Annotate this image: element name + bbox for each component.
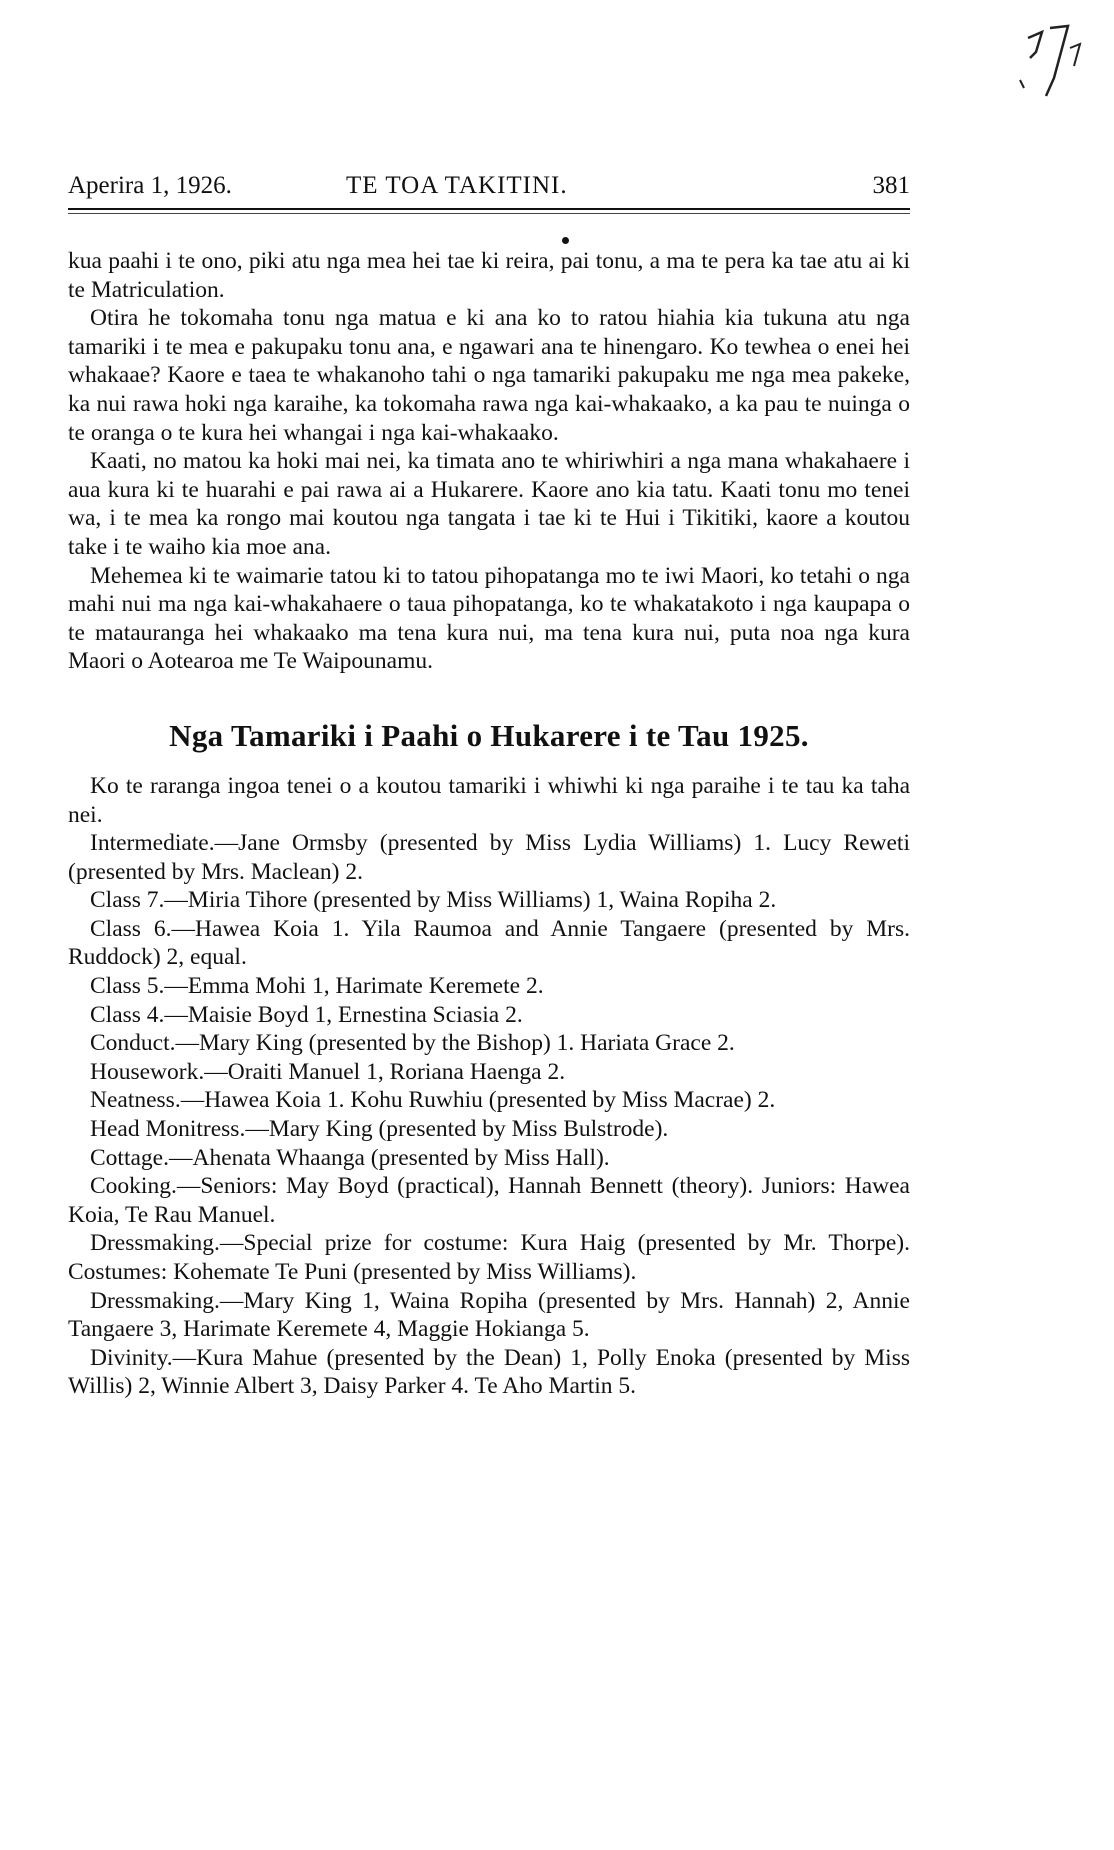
paragraph: Otira he tokomaha tonu nga matua e ki ana ko to ratou hiahia kia tukuna atu nga tamariki i te mea e pakupaku tonu ana, e ngawari ana te hinengaro. Ko tewhea o enei hei whakaae? Kaore e taea te whakanoho tahi o nga tamariki pakupaku me nga mea pakeke, ka nui rawa hoki nga karaihe, ka tokomaha rawa nga kai-whakaako, a ka pau te nuinga o te oranga o te kura hei whangai i nga kai-whakaako. bbox=[68, 305, 910, 446]
paragraph: kua paahi i te ono, piki atu nga mea hei tae ki reira, pai tonu, a ma te pera ka tae atu ai ki te Matriculation. bbox=[68, 248, 910, 303]
prize-entry: Class 6.—Hawea Koia 1. Yila Raumoa and Annie Tangaere (presented by Mrs. Ruddock) 2, equal. bbox=[68, 915, 910, 971]
header-rule bbox=[68, 208, 910, 210]
paragraph: Kaati, no matou ka hoki mai nei, ka timata ano te whiriwhiri a nga mana whakahaere i aua kura ki te huarahi e pai rawa ai a Hukarere. Kaore ano kia tatu. Kaati tonu mo tenei wa, i te mea ka rongo mai koutou nga tangata i tae ki te Hui i Tikitiki, kaore a koutou take i te waiho kia moe ana. bbox=[68, 448, 910, 560]
page-number: 381 bbox=[872, 172, 910, 199]
ornament-dot bbox=[562, 237, 569, 244]
prize-entry: Head Monitress.—Mary King (presented by Miss Bulstrode). bbox=[90, 1116, 669, 1143]
prize-entry: Divinity.—Kura Mahue (presented by the Dean) 1, Polly Enoka (presented by Miss Willis) 2, Winnie Albert 3, Daisy Parker 4. Te Aho Martin 5. bbox=[68, 1344, 910, 1400]
prize-entry: Dressmaking.—Special prize for costume: Kura Haig (presented by Mr. Thorpe). Costumes: Kohemate Te Puni (presented by Miss Williams). bbox=[68, 1230, 910, 1285]
prize-entry: Neatness.—Hawea Koia 1. Kohu Ruwhiu (presented by Miss Macrae) 2. bbox=[90, 1087, 776, 1114]
handwritten-page-mark bbox=[1010, 18, 1090, 108]
intro-paragraph: Ko te raranga ingoa tenei o a koutou tamariki i whiwhi ki nga paraihe i te tau ka taha nei. bbox=[68, 772, 910, 828]
prize-entry: Cooking.—Seniors: May Boyd (practical), Hannah Bennett (theory). Juniors: Hawea Koia, Te Rau Manuel. bbox=[68, 1173, 910, 1228]
header-title: TE TOA TAKITINI. bbox=[346, 172, 568, 199]
prize-entry: Conduct.—Mary King (presented by the Bishop) 1. Hariata Grace 2. bbox=[90, 1030, 735, 1057]
prize-entry: Intermediate.—Jane Ormsby (presented by Miss Lydia Williams) 1. Lucy Reweti (presented by Mrs. Maclean) 2. bbox=[68, 830, 910, 885]
paragraph: Mehemea ki te waimarie tatou ki to tatou pihopatanga mo te iwi Maori, ko tetahi o nga mahi nui ma nga kai-whakahaere o taua pihopatanga, ko te whakatakoto i nga kaupapa o te matauranga hei whakaako ma tena kura nui, ma tena kura nui, puta noa nga kura Maori o Aotearoa me Te Waipounamu. bbox=[68, 562, 910, 675]
prize-entry: Dressmaking.—Mary King 1, Waina Ropiha (presented by Mrs. Hannah) 2, Annie Tangaere 3, Harimate Keremete 4, Maggie Hokianga 5. bbox=[68, 1287, 910, 1343]
running-header bbox=[68, 172, 910, 208]
section-heading: Nga Tamariki i Paahi o Hukarere i te Tau 1925. bbox=[169, 717, 809, 753]
page-body bbox=[68, 247, 910, 1401]
prize-entry: Class 5.—Emma Mohi 1, Harimate Keremete 2. bbox=[90, 973, 544, 1000]
prize-entry: Class 7.—Miria Tihore (presented by Miss Williams) 1, Waina Ropiha 2. bbox=[90, 887, 777, 914]
prize-entry: Class 4.—Maisie Boyd 1, Ernestina Sciasia 2. bbox=[90, 1001, 523, 1028]
prize-entry: Housework.—Oraiti Manuel 1, Roriana Haenga 2. bbox=[90, 1058, 566, 1085]
header-date: Aperira 1, 1926. bbox=[68, 172, 232, 199]
header-rule-thin bbox=[68, 213, 910, 214]
prize-entry: Cottage.—Ahenata Whaanga (presented by Miss Hall). bbox=[90, 1144, 610, 1171]
prize-list bbox=[68, 829, 910, 1401]
